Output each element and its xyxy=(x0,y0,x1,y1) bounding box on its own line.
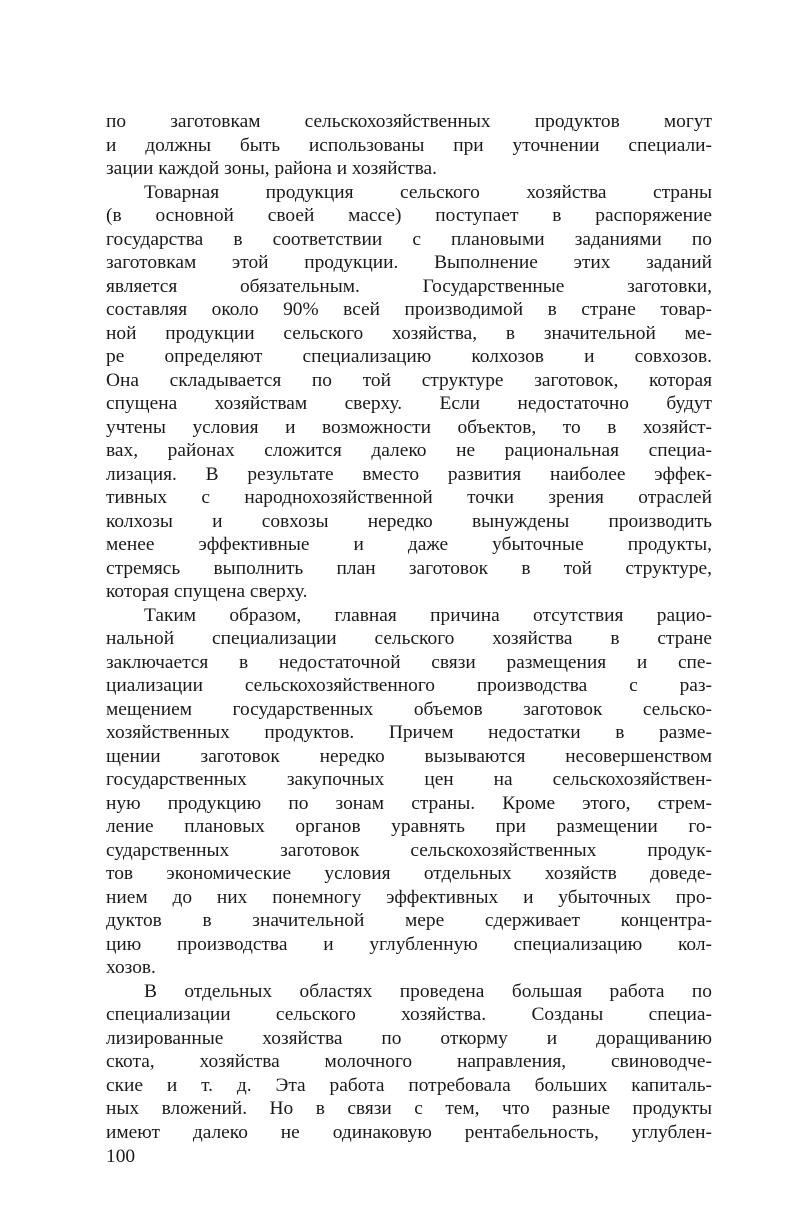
text-line: стремясь выполнить план заготовок в той структуре, xyxy=(106,557,712,579)
text-line: по заготовкам сельскохозяйственных продуктов могут xyxy=(106,111,712,132)
text-line: заключается в недостаточной связи размещения и спе- xyxy=(106,651,712,673)
paragraph xyxy=(106,604,712,980)
text-line: которая спущена сверху. xyxy=(106,581,308,602)
text-line: ре определяют специализацию колхозов и совхозов. xyxy=(106,346,712,367)
text-line: тивных с народнохозяйственной точки зрения отраслей xyxy=(106,487,712,508)
text-line: заготовкам этой продукции. Выполнение этих заданий xyxy=(106,252,712,273)
text-line: колхозы и совхозы нередко вынуждены производить xyxy=(106,510,712,532)
page-text xyxy=(106,110,712,1144)
text-line: вах, районах сложится далеко не рациональная специа- xyxy=(106,440,712,461)
text-line: спущена хозяйствам сверху. Если недостаточно будут xyxy=(106,393,712,414)
text-line: нальной специализации сельского хозяйства в стране xyxy=(106,628,712,649)
text-line: щении заготовок нередко вызываются несовершенством xyxy=(106,745,712,767)
text-line: В отдельных областях проведена большая работа по xyxy=(144,980,712,1002)
text-line: мещением государственных объемов заготовок сельско- xyxy=(106,698,712,720)
text-line: нием до них понемногу эффективных и убыточных про- xyxy=(106,886,712,908)
page-number: 100 xyxy=(106,1146,136,1167)
text-line: (в основной своей массе) поступает в распоряжение xyxy=(106,205,712,226)
text-line: хозов. xyxy=(106,957,156,978)
text-line: имеют далеко не одинаковую рентабельность, углублен- xyxy=(106,1121,712,1143)
text-line: Она складывается по той структуре заготовок, которая xyxy=(106,369,712,391)
text-line: ную продукцию по зонам страны. Кроме этого, стрем- xyxy=(106,792,712,814)
text-line: лизация. В результате вместо развития наиболее эффек- xyxy=(106,463,712,485)
text-line: является обязательным. Государственные заготовки, xyxy=(106,275,712,297)
text-line: сударственных заготовок сельскохозяйственных продук- xyxy=(106,839,712,861)
text-line: и должны быть использованы при уточнении специали- xyxy=(106,134,712,156)
text-line: государственных закупочных цен на сельскохозяйствен- xyxy=(106,769,712,790)
text-line: ной продукции сельского хозяйства, в значительной ме- xyxy=(106,322,712,344)
text-line: зации каждой зоны, района и хозяйства. xyxy=(106,158,437,179)
paragraph xyxy=(106,181,712,604)
text-line: лизированные хозяйства по откорму и доращиванию xyxy=(106,1027,712,1049)
text-line: дуктов в значительной мере сдерживает концентра- xyxy=(106,910,712,931)
text-line: учтены условия и возможности объектов, то в хозяйст- xyxy=(106,416,712,438)
text-line: хозяйственных продуктов. Причем недостатки в разме- xyxy=(106,722,712,743)
text-line: специализации сельского хозяйства. Созданы специа- xyxy=(106,1004,712,1025)
text-line: ские и т. д. Эта работа потребовала больших капиталь- xyxy=(106,1074,712,1096)
text-line: скота, хозяйства молочного направления, свиноводче- xyxy=(106,1051,712,1072)
text-line: тов экономические условия отдельных хозяйств доведе- xyxy=(106,863,712,884)
text-line: составляя около 90% всей производимой в стране товар- xyxy=(106,299,712,320)
text-line: Товарная продукция сельского хозяйства страны xyxy=(144,181,712,203)
text-line: Таким образом, главная причина отсутствия рацио- xyxy=(144,604,712,626)
text-line: ных вложений. Но в связи с тем, что разные продукты xyxy=(106,1098,712,1119)
text-line: государства в соответствии с плановыми заданиями по xyxy=(106,228,712,250)
text-line: циализации сельскохозяйственного производства с раз- xyxy=(106,675,712,696)
text-line: ление плановых органов уравнять при размещении го- xyxy=(106,816,712,837)
text-line: менее эффективные и даже убыточные продукты, xyxy=(106,534,712,555)
paragraph xyxy=(106,980,712,1145)
text-line: цию производства и углубленную специализацию кол- xyxy=(106,933,712,955)
paragraph xyxy=(106,110,712,181)
